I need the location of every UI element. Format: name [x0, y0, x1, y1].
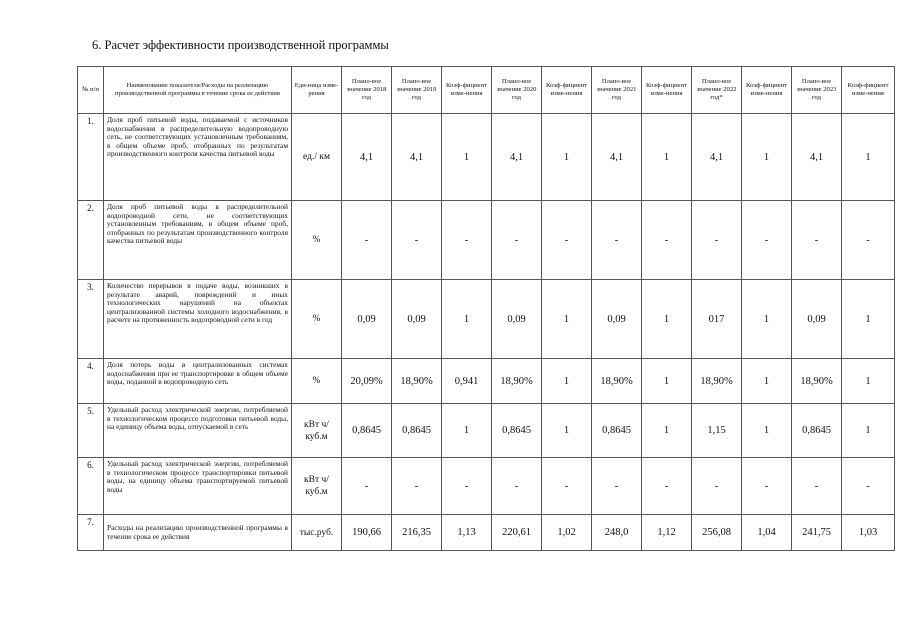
value-cell: - — [542, 458, 592, 515]
header-coef-2019: Коэф-фициент изме-нения — [442, 67, 492, 114]
value-cell: 1,15 — [692, 404, 742, 458]
unit-cell: ед./ км — [292, 114, 342, 201]
indicator-name: Количество перерывов в подаче воды, возникших в результате аварий, повреждений и иных технологических нарушений на объектах централизованной системы холодного водоснабжения, в расчете на протяженность водопроводной сети в год — [104, 280, 292, 359]
value-cell: - — [792, 201, 842, 280]
header-plan-2021: Плано-вое значение 2021 год — [592, 67, 642, 114]
value-cell: 4,1 — [792, 114, 842, 201]
value-cell: - — [642, 201, 692, 280]
value-cell: - — [592, 458, 642, 515]
value-cell: - — [392, 458, 442, 515]
value-cell: - — [842, 201, 895, 280]
unit-cell: % — [292, 359, 342, 404]
value-cell: 0,09 — [342, 280, 392, 359]
value-cell: 18,90% — [792, 359, 842, 404]
value-cell: 1 — [642, 280, 692, 359]
header-num: № п/п — [78, 67, 104, 114]
header-plan-2019: Плано-вое значение 2019 год — [392, 67, 442, 114]
value-cell: 256,08 — [692, 515, 742, 551]
value-cell: 216,35 — [392, 515, 442, 551]
value-cell: - — [442, 201, 492, 280]
value-cell: 190,66 — [342, 515, 392, 551]
value-cell: 0,941 — [442, 359, 492, 404]
indicator-name: Доля потерь воды в централизованных системах водоснабжения при ее транспортировке в общем объеме воды, поданной в водопроводную сеть — [104, 359, 292, 404]
header-coef-2023: Коэф-фициент изме-нения — [842, 67, 895, 114]
row-number: 7. — [78, 515, 104, 551]
value-cell: 017 — [692, 280, 742, 359]
section-title: 6. Расчет эффективности производственной программы — [92, 38, 389, 52]
value-cell: 4,1 — [342, 114, 392, 201]
value-cell: 1 — [742, 280, 792, 359]
value-cell: - — [492, 201, 542, 280]
header-name: Наименование показателя/Расходы на реализацию производственной программы в течение срока ее действия — [104, 67, 292, 114]
indicator-name: Доля проб питьевой воды в распределительной водопроводной сети, не соответствующих установленным требованиям, в общем объеме проб, отобранных по результатам производственного контроля качества питьевой воды — [104, 201, 292, 280]
value-cell: - — [492, 458, 542, 515]
efficiency-table — [77, 66, 895, 551]
value-cell: 0,8645 — [792, 404, 842, 458]
value-cell: 1 — [642, 359, 692, 404]
header-coef-2020: Коэф-фициент изме-нения — [542, 67, 592, 114]
value-cell: 0,09 — [492, 280, 542, 359]
value-cell: 4,1 — [692, 114, 742, 201]
value-cell: 18,90% — [592, 359, 642, 404]
value-cell: 4,1 — [392, 114, 442, 201]
indicator-name: Удельный расход электрической энергии, потребляемой в технологическом процессе подготовки питьевой воды, на единицу объема воды, отпускаемой в сеть — [104, 404, 292, 458]
value-cell: 1 — [442, 404, 492, 458]
value-cell: 1 — [742, 114, 792, 201]
value-cell: - — [842, 458, 895, 515]
value-cell: 1 — [842, 280, 895, 359]
row-number: 4. — [78, 359, 104, 404]
value-cell: 20,09% — [342, 359, 392, 404]
table-header-row — [78, 67, 895, 114]
value-cell: 1 — [742, 359, 792, 404]
header-plan-2022: Плано-вое значение 2022 год* — [692, 67, 742, 114]
value-cell: 1 — [842, 359, 895, 404]
row-number: 3. — [78, 280, 104, 359]
value-cell: 18,90% — [692, 359, 742, 404]
value-cell: - — [642, 458, 692, 515]
value-cell: - — [592, 201, 642, 280]
value-cell: 1 — [542, 280, 592, 359]
value-cell: - — [542, 201, 592, 280]
unit-cell: % — [292, 201, 342, 280]
value-cell: 1,03 — [842, 515, 895, 551]
value-cell: 1 — [842, 404, 895, 458]
table-row — [78, 515, 895, 551]
table-row — [78, 201, 895, 280]
row-number: 2. — [78, 201, 104, 280]
value-cell: 18,90% — [392, 359, 442, 404]
value-cell: - — [742, 201, 792, 280]
header-unit: Еди-ница изме-рения — [292, 67, 342, 114]
value-cell: 1 — [542, 404, 592, 458]
value-cell: 18,90% — [492, 359, 542, 404]
unit-cell: тыс.руб. — [292, 515, 342, 551]
value-cell: 1 — [642, 114, 692, 201]
value-cell: 0,8645 — [392, 404, 442, 458]
value-cell: 4,1 — [492, 114, 542, 201]
header-plan-2023: Плано-вое значение 2023 год — [792, 67, 842, 114]
value-cell: 4,1 — [592, 114, 642, 201]
value-cell: 0,09 — [792, 280, 842, 359]
indicator-name: Удельный расход электрической энергии, потребляемой в технологическом процессе транспортировки питьевой воды, на единицу объема транспортируемой питьевой воды — [104, 458, 292, 515]
unit-cell: % — [292, 280, 342, 359]
unit-cell: кВт ч/куб.м — [292, 404, 342, 458]
value-cell: 241,75 — [792, 515, 842, 551]
value-cell: - — [442, 458, 492, 515]
value-cell: 0,09 — [592, 280, 642, 359]
value-cell: 1 — [442, 280, 492, 359]
row-number: 1. — [78, 114, 104, 201]
value-cell: 1 — [742, 404, 792, 458]
unit-cell: кВт ч/куб.м — [292, 458, 342, 515]
value-cell: - — [692, 201, 742, 280]
value-cell: 1 — [642, 404, 692, 458]
indicator-name: Доля проб питьевой воды, подаваемой с источников водоснабжения в распределительную водопроводную сеть, не соответствующих установленным требованиям, в общем объеме проб, отобранных по результатам производственного контроля качества питьевой воды — [104, 114, 292, 201]
value-cell: 0,09 — [392, 280, 442, 359]
value-cell: - — [342, 201, 392, 280]
row-number: 5. — [78, 404, 104, 458]
row-number: 6. — [78, 458, 104, 515]
value-cell: 1,12 — [642, 515, 692, 551]
value-cell: 0,8645 — [492, 404, 542, 458]
value-cell: - — [742, 458, 792, 515]
value-cell: 1 — [542, 114, 592, 201]
header-plan-2020: Плано-вое значение 2020 год — [492, 67, 542, 114]
table-row — [78, 114, 895, 201]
value-cell: - — [692, 458, 742, 515]
header-plan-2018: Плано-вое значение 2018 год — [342, 67, 392, 114]
value-cell: - — [392, 201, 442, 280]
indicator-name: Расходы на реализацию производственной программы в течение срока ее действия — [104, 515, 292, 551]
value-cell: - — [342, 458, 392, 515]
value-cell: 220,61 — [492, 515, 542, 551]
value-cell: - — [792, 458, 842, 515]
value-cell: 1,02 — [542, 515, 592, 551]
value-cell: 1,04 — [742, 515, 792, 551]
value-cell: 0,8645 — [592, 404, 642, 458]
table-row — [78, 359, 895, 404]
value-cell: 1 — [542, 359, 592, 404]
value-cell: 1,13 — [442, 515, 492, 551]
table-row — [78, 280, 895, 359]
header-coef-2021: Коэф-фициент изме-нения — [642, 67, 692, 114]
value-cell: 0,8645 — [342, 404, 392, 458]
table-row — [78, 458, 895, 515]
table-row — [78, 404, 895, 458]
header-coef-2022: Коэф-фициент изме-нения — [742, 67, 792, 114]
value-cell: 1 — [842, 114, 895, 201]
value-cell: 1 — [442, 114, 492, 201]
value-cell: 248,0 — [592, 515, 642, 551]
